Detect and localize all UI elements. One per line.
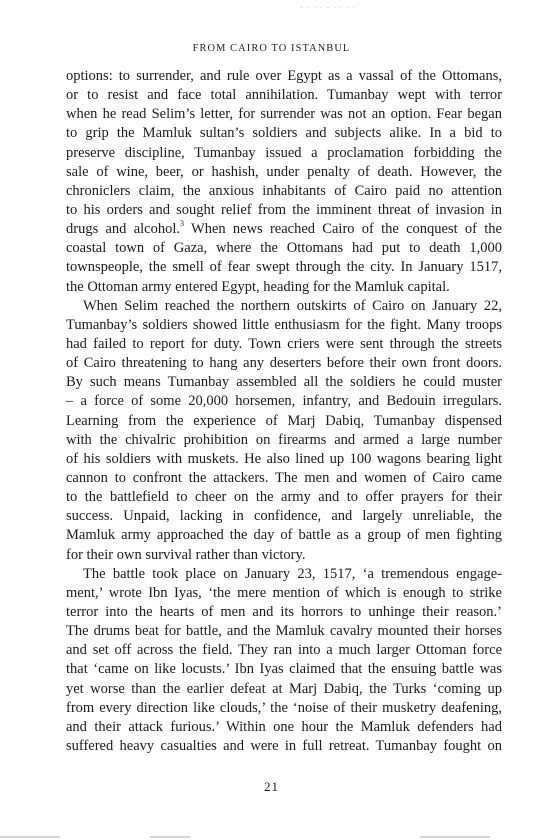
text-line bbox=[66, 220, 502, 239]
text-line: when he read Selim’s letter, for surrender was not an option. Fear began bbox=[66, 106, 502, 123]
paragraph bbox=[66, 297, 502, 565]
text-line: and their attack furious.’ Within one hour the Mamluk defenders had bbox=[66, 718, 502, 735]
footnote-marker: 3 bbox=[180, 219, 184, 229]
text-line: By such means Tumanbay assembled all the soldiers he could muster bbox=[66, 374, 502, 391]
text-line: coastal town of Gaza, where the Ottomans had put to death 1,000 bbox=[66, 240, 502, 257]
text-line: to the battlefield to cheer on the army and to offer prayers for their bbox=[66, 489, 502, 506]
text-line: Learning from the experience of Marj Dabiq, Tumanbay dispensed bbox=[66, 412, 502, 429]
text-line: and set off across the field. They ran into a much larger Ottoman force bbox=[66, 642, 502, 659]
text-line: that ‘came on like locusts.’ Ibn Iyas claimed that the ensuing battle was bbox=[66, 661, 502, 678]
text-line: to grip the Mamluk sultan’s soldiers and subjects alike. In a bid to bbox=[66, 125, 502, 142]
text-line: ment,’ wrote Ibn Iyas, ‘the mere mention of which is enough to strike bbox=[66, 584, 502, 601]
text-line: with the chivalric prohibition on firearms and armed a large number bbox=[66, 431, 502, 448]
text-segment: drugs and alcohol. bbox=[66, 221, 180, 238]
text-line: options: to surrender, and rule over Egypt as a vassal of the Ottomans, bbox=[66, 68, 502, 84]
text-line: chroniclers claim, the anxious inhabitants of Cairo paid no attention bbox=[66, 182, 502, 199]
page-number: 21 bbox=[264, 779, 279, 794]
text-line: – a force of some 20,000 horsemen, infantry, and Bedouin irregulars. bbox=[66, 393, 502, 410]
text-line: preserve discipline, Tumanbay issued a proclamation forbidding the bbox=[66, 144, 502, 161]
scan-mark bbox=[420, 836, 490, 838]
text-line: from every direction like clouds,’ the ‘noise of their musketry deafening, bbox=[66, 699, 502, 716]
text-line: Mamluk army approached the day of battle as a group of men fighting bbox=[66, 527, 502, 544]
paragraph bbox=[66, 565, 502, 756]
text-line: townspeople, the smell of fear swept through the city. In January 1517, bbox=[66, 259, 502, 276]
scan-mark bbox=[0, 836, 60, 838]
text-line: of his soldiers with muskets. He also lined up 100 wagons bearing light bbox=[66, 450, 502, 467]
scan-smudge: - · ·· · ·· · · bbox=[300, 2, 357, 12]
text-line: When Selim reached the northern outskirts of Cairo on January 22, bbox=[83, 297, 502, 314]
text-line: for their own survival rather than victory. bbox=[66, 546, 306, 563]
text-line: The drums beat for battle, and the Mamluk cavalry mounted their horses bbox=[66, 623, 502, 640]
paragraph bbox=[66, 67, 502, 297]
text-line: the Ottoman army entered Egypt, heading for the Mamluk capital. bbox=[66, 278, 450, 295]
text-line: of Cairo threatening to hang any deserters before their own front doors. bbox=[66, 355, 502, 372]
text-line: to his orders and sought relief from the imminent threat of invasion in bbox=[66, 201, 502, 218]
text-line: The battle took place on January 23, 1517, ‘a tremendous engage- bbox=[83, 565, 502, 582]
body-text bbox=[66, 67, 502, 756]
text-line: cannon to confront the attackers. The men and women of Cairo came bbox=[66, 469, 502, 486]
text-line: success. Unpaid, lacking in confidence, and largely unreliable, the bbox=[66, 508, 502, 525]
scan-edge bbox=[0, 832, 543, 840]
text-line: terror into the hearts of men and its horrors to unhinge their reason.’ bbox=[66, 603, 502, 620]
running-head: FROM CAIRO TO ISTANBUL bbox=[192, 43, 351, 54]
text-line: or to resist and face total annihilation. Tumanbay wept with terror bbox=[66, 87, 502, 104]
text-line: sale of wine, beer, or hashish, under penalty of death. However, the bbox=[66, 163, 502, 180]
scan-mark bbox=[150, 836, 190, 838]
text-line: had failed to report for duty. Town criers were sent through the streets bbox=[66, 335, 502, 352]
text-line: Tumanbay’s soldiers showed little enthusiasm for the fight. Many troops bbox=[66, 316, 502, 333]
text-line: suffered heavy casualties and were in full retreat. Tumanbay fought on bbox=[66, 737, 502, 754]
text-line: yet worse than the earlier defeat at Marj Dabiq, the Turks ‘coming up bbox=[66, 680, 502, 697]
text-segment: When news reached Cairo of the conquest of the bbox=[184, 221, 502, 238]
